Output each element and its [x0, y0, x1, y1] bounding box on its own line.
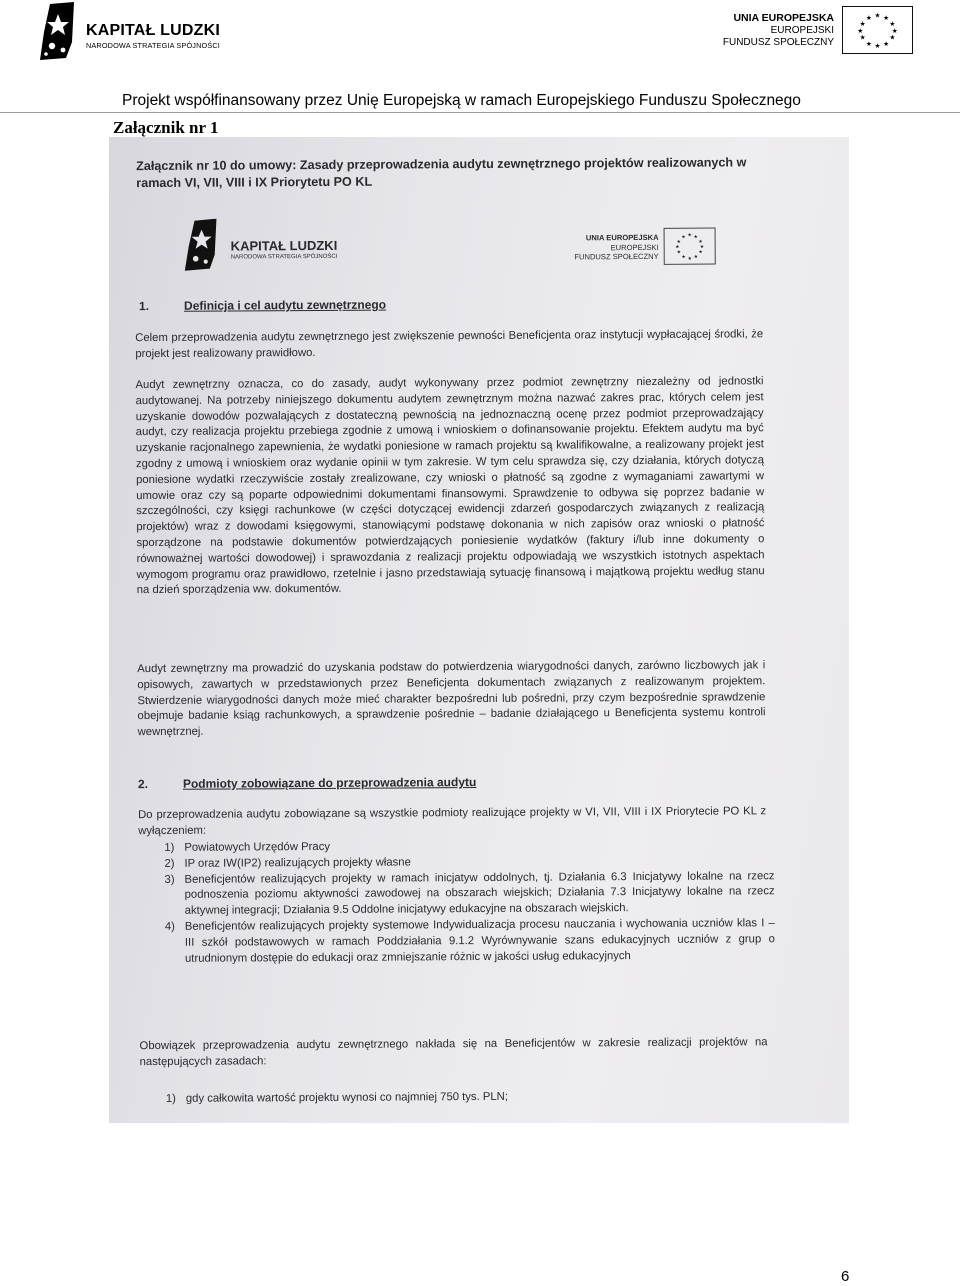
svg-text:★: ★ [687, 256, 692, 262]
svg-text:★: ★ [889, 20, 896, 29]
kapital-ludzki-logo [36, 2, 236, 62]
svg-text:★: ★ [693, 235, 698, 241]
svg-text:★: ★ [675, 245, 680, 251]
scan-logo-subtitle: NARODOWA STRATEGIA SPÓJNOŚCI [230, 253, 338, 261]
svg-text:★: ★ [859, 20, 866, 29]
kapital-ludzki-title: KAPITAŁ LUDZKI [86, 22, 221, 39]
svg-text:★: ★ [693, 254, 699, 261]
section-1-paragraph-2: Audyt zewnętrzny oznacza, co do zasady, audyt wykonywany przez podmiot zewnętrzny niezależny od jednostki audytowanej. Na potrzeby niniejszego dokumentu audytem zewnętrznym można nazwać zakres prac, których celem jest uzyskanie dowodów pozwalających z dostateczną pewnością na jednoznaczną ocenę przez podmiot przeprowadzający audyt, czy realizacja projektu przebiega zgodnie z umową i wnioskiem o dofinansowanie projektu. Efektem audytu ma być uzyskanie racjonalnego zapewnienia, że wydatki poniesione w ramach projektu są kwalifikowalne, a realizowany projekt jest zgodny z umową i wnioskiem oraz wydanie opinii w tym zakresie. W tym celu sprawdza się, czy działania, których dotyczą poniesione wydatki rzeczywiście zostały zrealizowane, czy wnioski o płatność są zgodne z wymaganiami zawartymi w umowie oraz czy są poparte odpowiednimi dokumentami finansowymi. Sprawdzenie to odbywa się poprzez badanie w szczególności, czy księgi rachunkowe (w części dotyczącej ewidencji zdarzeń gospodarczych związanych z realizacją projektów) wraz z dowodami księgowymi, stanowiącymi podstawę dokonania w nich zapisów oraz wnioski o płatność sporządzone na podstawie dokumentów potwierdzających poniesienie wydatków (faktury i/lub inne dokumenty o równoważnej wartości dowodowej) i sprawozdania z realizacji projektu odpowiadają we wszystkich istotnych aspektach wymogom programu oraz prawidłowo, rzetelnie i jasno przedstawiają sytuację finansową i majątkową projektu według stanu na dzień sporządzenia ww. dokumentów. [135, 375, 765, 597]
svg-text:★: ★ [883, 39, 890, 48]
section-1-paragraph-3: Audyt zewnętrzny ma prowadzić do uzyskania podstaw do potwierdzenia wiarygodności danych, zarówno liczbowych jak i opisowych, zawartych w przedstawionych przez Beneficjenta dokumentach związanych z realizowanym projektem. Stwierdzenie wiarygodności danych może mieć charakter bezpośredni lub pośredni, przy czym bezpośrednie sprawdzenie obejmuje badanie ksiąg rachunkowych, a sprawdzenie pośrednie – badanie działającego u Beneficjenta systemu kontroli wewnętrznej. [137, 659, 766, 739]
svg-text:★: ★ [681, 235, 686, 241]
svg-text:★: ★ [676, 250, 681, 256]
svg-text:★: ★ [698, 239, 703, 245]
svg-text:★: ★ [698, 250, 703, 256]
list-item-number: 1) [164, 841, 175, 854]
list-item-text: IP oraz IW(IP2) realizujących projekty własne [184, 856, 411, 870]
list-item [166, 1088, 776, 1108]
svg-text:★: ★ [891, 26, 898, 35]
svg-text:★: ★ [676, 239, 681, 245]
scan-kapital-ludzki-star-icon [180, 219, 220, 271]
list-item-number: 3) [164, 873, 175, 886]
svg-text:★: ★ [681, 255, 686, 261]
eu-flag-icon [842, 6, 913, 54]
svg-text:★: ★ [883, 13, 890, 22]
svg-text:★: ★ [874, 11, 881, 20]
kapital-ludzki-subtitle: NARODOWA STRATEGIA SPÓJNOŚCI [86, 41, 220, 50]
list-item-number: 4) [164, 920, 175, 933]
section-1-paragraph-1: Celem przeprowadzenia audytu zewnętrznego jest zwiększenie pewności Beneficjenta oraz instytucji wypłacającej środki, że projekt jest realizowany prawidłowo. [135, 328, 764, 360]
svg-text:★: ★ [857, 26, 864, 35]
rules-list [166, 1088, 776, 1108]
scan-title: Załącznik nr 10 do umowy: Zasady przeprowadzenia audytu zewnętrznego projektów realizowanych w ramach VI, VII, VIII i IX Priorytetu PO KL [136, 155, 747, 191]
list-item-text: Beneficjentów realizujących projekty systemowe Indywidualizacja procesu nauczania i wychowania uczniów klas I – III szkół podstawowych w ramach Poddziałania 9.1.2 Wyrównywanie szans edukacyjnych uczniów z grup o utrudnionym dostępie do edukacji oraz zmniejszanie różnic w jakości usług edukacyjnych [184, 917, 775, 965]
list-item-number: 2) [164, 857, 175, 870]
section-1-number: 1. [138, 299, 150, 314]
scanned-page [109, 137, 849, 1123]
svg-text:★: ★ [865, 39, 872, 48]
eu-line-3: FUNDUSZ SPOŁECZNY [722, 37, 834, 48]
svg-text:★: ★ [687, 233, 692, 239]
svg-text:★: ★ [874, 42, 881, 51]
list-item-text: Beneficjentów realizujących projekty w ramach inicjatyw oddolnych, tj. Działania 6.3 Inicjatywy lokalne na rzecz podnoszenia poziomu aktywności zawodowej na obszarach wiejskich; Działania 7.3 Inicjatywy lokalne na rzecz aktywnej integracji; Działania 9.5 Oddolne inicjatywy edukacyjne na obszarach wiejskich. [184, 869, 775, 917]
section-2-intro: Do przeprowadzenia audytu zobowiązane są wszystkie podmioty realizujące projekty w VI, VII, VIII i IX Priorytecie PO KL z wyłączeniem: [138, 805, 767, 837]
project-cofinancing-line: Projekt współfinansowany przez Unię Europejską w ramach Europejskiego Funduszu Społecznego [122, 92, 801, 109]
scan-eu-text [573, 233, 659, 262]
eu-fund-text [723, 12, 834, 50]
kapital-ludzki-star-icon [36, 2, 76, 60]
attachment-label: Załącznik nr 1 [113, 118, 219, 137]
eu-line-1: UNIA EUROPEJSKA [733, 12, 834, 24]
list-item-number: 1) [165, 1092, 176, 1105]
section-2-outro: Obowiązek przeprowadzenia audytu zewnętrznego nakłada się na Beneficjentów w zakresie realizacji projektów na następujących zasadach: [139, 1036, 768, 1068]
scan-logo-title: KAPITAŁ LUDZKI [230, 237, 338, 254]
list-item [165, 916, 775, 967]
section-2-number: 2. [137, 777, 148, 792]
list-item [164, 869, 774, 920]
scan-eu-line-2: EUROPEJSKI [610, 242, 659, 252]
svg-text:★: ★ [889, 33, 896, 42]
scan-eu-line-3: FUNDUSZ SPOŁECZNY [574, 251, 659, 262]
page-number: 6 [841, 1268, 850, 1285]
scan-eu-line-1: UNIA EUROPEJSKA [585, 232, 659, 243]
exclusions-list [164, 837, 775, 967]
header-divider [0, 112, 960, 113]
scan-kapital-ludzki-logo [180, 218, 380, 271]
list-item-text: gdy całkowita wartość projektu wynosi co najmniej 750 tys. PLN; [185, 1090, 508, 1105]
svg-text:★: ★ [865, 13, 872, 22]
section-2-title: Podmioty zobowiązane do przeprowadzenia audytu [182, 775, 477, 791]
section-1-title: Definicja i cel audytu zewnętrznego [183, 297, 387, 313]
eu-line-2: EUROPEJSKI [770, 24, 834, 36]
scan-eu-flag-icon [664, 228, 716, 265]
list-item-text: Powiatowych Urzędów Pracy [184, 840, 331, 854]
svg-text:★: ★ [699, 245, 705, 251]
svg-text:★: ★ [859, 33, 866, 42]
